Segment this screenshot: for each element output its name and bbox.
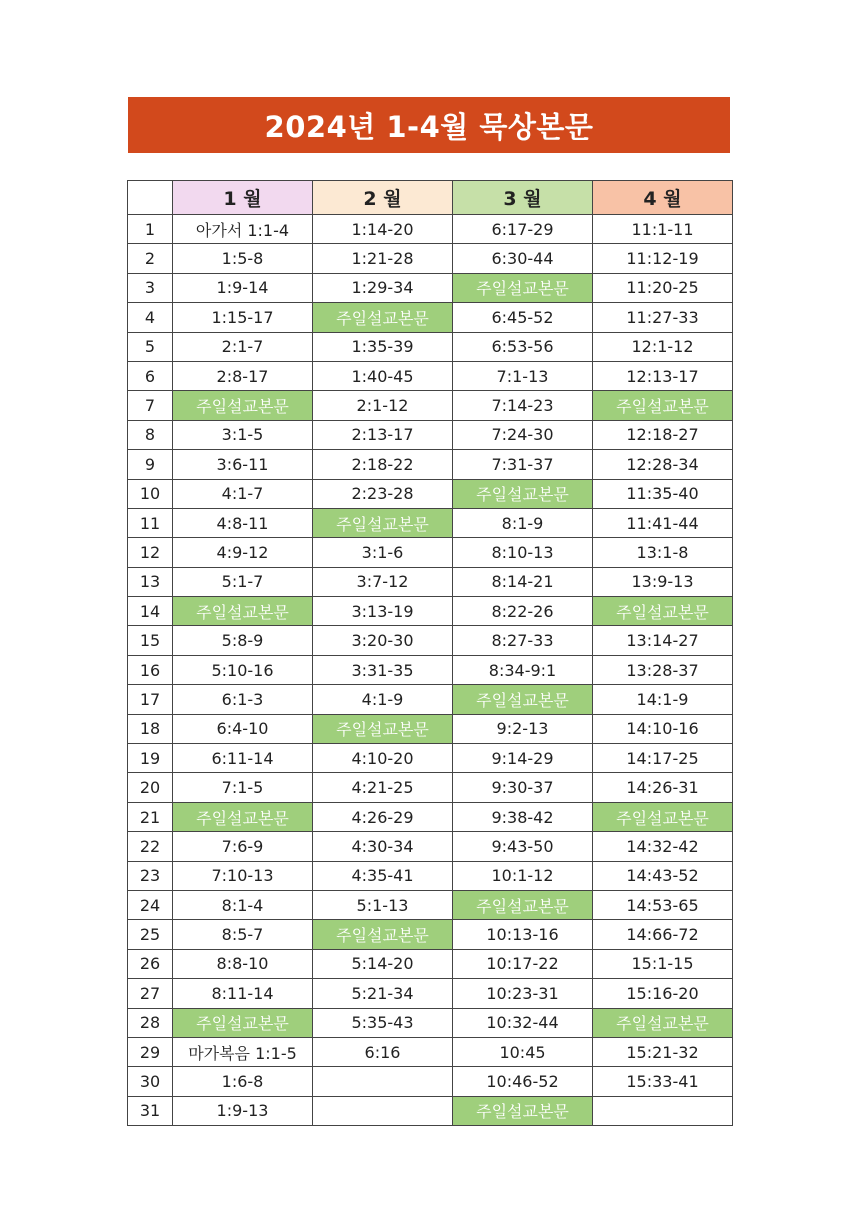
reading-cell-apr: 11:27-33 — [593, 303, 733, 332]
day-number: 18 — [128, 714, 173, 743]
reading-cell-mar: 9:2-13 — [453, 714, 593, 743]
reading-cell-mar: 10:13-16 — [453, 920, 593, 949]
table-row — [128, 949, 733, 978]
reading-cell-feb: 2:1-12 — [313, 391, 453, 420]
reading-cell-apr: 15:1-15 — [593, 949, 733, 978]
reading-cell-apr: 12:1-12 — [593, 332, 733, 361]
reading-cell-apr: 15:16-20 — [593, 979, 733, 1008]
day-number: 5 — [128, 332, 173, 361]
reading-cell-feb: 4:1-9 — [313, 685, 453, 714]
table-row — [128, 450, 733, 479]
reading-cell-apr: 13:14-27 — [593, 626, 733, 655]
day-number: 28 — [128, 1008, 173, 1037]
table-row — [128, 244, 733, 273]
reading-cell-mar: 10:1-12 — [453, 861, 593, 890]
reading-cell-feb: 5:1-13 — [313, 890, 453, 919]
sunday-sermon-cell-apr: 주일설교본문 — [593, 597, 733, 626]
reading-cell-mar: 6:53-56 — [453, 332, 593, 361]
reading-cell-jan: 1:5-8 — [173, 244, 313, 273]
sunday-sermon-cell-mar: 주일설교본문 — [453, 685, 593, 714]
reading-cell-mar: 9:14-29 — [453, 744, 593, 773]
reading-cell-jan: 5:1-7 — [173, 567, 313, 596]
reading-cell-apr: 13:9-13 — [593, 567, 733, 596]
day-number: 4 — [128, 303, 173, 332]
reading-cell-apr: 12:28-34 — [593, 450, 733, 479]
reading-cell-jan: 마가복음 1:1-5 — [173, 1037, 313, 1066]
month-header-feb: 2 월 — [313, 181, 453, 215]
reading-cell-feb: 6:16 — [313, 1037, 453, 1066]
reading-cell-feb: 1:29-34 — [313, 273, 453, 302]
day-number: 13 — [128, 567, 173, 596]
reading-cell-jan: 5:10-16 — [173, 655, 313, 684]
reading-cell-apr: 14:26-31 — [593, 773, 733, 802]
reading-cell-mar: 8:34-9:1 — [453, 655, 593, 684]
table-row — [128, 773, 733, 802]
reading-cell-apr: 11:20-25 — [593, 273, 733, 302]
table-row — [128, 567, 733, 596]
table-row — [128, 685, 733, 714]
day-number: 3 — [128, 273, 173, 302]
month-header-apr: 4 월 — [593, 181, 733, 215]
reading-cell-feb: 4:30-34 — [313, 832, 453, 861]
reading-cell-mar: 8:1-9 — [453, 508, 593, 537]
day-number: 30 — [128, 1067, 173, 1096]
sunday-sermon-cell-jan: 주일설교본문 — [173, 597, 313, 626]
reading-cell-jan: 아가서 1:1-4 — [173, 215, 313, 244]
reading-cell-apr: 14:43-52 — [593, 861, 733, 890]
month-header-jan: 1 월 — [173, 181, 313, 215]
day-number: 29 — [128, 1037, 173, 1066]
table-row — [128, 1008, 733, 1037]
reading-cell-apr: 12:18-27 — [593, 420, 733, 449]
reading-cell-jan: 6:11-14 — [173, 744, 313, 773]
reading-cell-apr: 14:17-25 — [593, 744, 733, 773]
day-number: 12 — [128, 538, 173, 567]
reading-cell-jan: 1:9-13 — [173, 1096, 313, 1125]
reading-cell-mar: 7:24-30 — [453, 420, 593, 449]
table-row — [128, 1037, 733, 1066]
day-number: 16 — [128, 655, 173, 684]
reading-cell-mar: 7:1-13 — [453, 361, 593, 390]
reading-cell-mar: 10:32-44 — [453, 1008, 593, 1037]
reading-cell-apr: 13:1-8 — [593, 538, 733, 567]
sunday-sermon-cell-feb: 주일설교본문 — [313, 303, 453, 332]
day-number: 11 — [128, 508, 173, 537]
reading-cell-mar: 9:38-42 — [453, 802, 593, 831]
reading-cell-mar: 8:27-33 — [453, 626, 593, 655]
reading-cell-apr: 11:41-44 — [593, 508, 733, 537]
reading-cell-mar: 10:45 — [453, 1037, 593, 1066]
day-number: 25 — [128, 920, 173, 949]
reading-cell-mar: 8:10-13 — [453, 538, 593, 567]
sunday-sermon-cell-mar: 주일설교본문 — [453, 479, 593, 508]
day-number: 21 — [128, 802, 173, 831]
table-row — [128, 655, 733, 684]
reading-cell-jan: 2:1-7 — [173, 332, 313, 361]
reading-cell-mar: 8:22-26 — [453, 597, 593, 626]
reading-cell-mar: 7:14-23 — [453, 391, 593, 420]
reading-cell-jan: 6:4-10 — [173, 714, 313, 743]
table-row — [128, 597, 733, 626]
reading-cell-jan: 3:6-11 — [173, 450, 313, 479]
day-number: 31 — [128, 1096, 173, 1125]
reading-cell-apr: 12:13-17 — [593, 361, 733, 390]
day-number: 2 — [128, 244, 173, 273]
reading-cell-mar: 6:30-44 — [453, 244, 593, 273]
reading-cell-jan: 5:8-9 — [173, 626, 313, 655]
reading-cell-feb: 1:40-45 — [313, 361, 453, 390]
table-row — [128, 332, 733, 361]
reading-cell-jan: 6:1-3 — [173, 685, 313, 714]
reading-cell-jan: 7:10-13 — [173, 861, 313, 890]
sunday-sermon-cell-mar: 주일설교본문 — [453, 273, 593, 302]
day-number: 7 — [128, 391, 173, 420]
empty-cell — [313, 1067, 453, 1096]
table-row — [128, 979, 733, 1008]
table-row — [128, 832, 733, 861]
table-row — [128, 861, 733, 890]
table-row — [128, 361, 733, 390]
reading-cell-mar: 9:43-50 — [453, 832, 593, 861]
reading-cell-jan: 8:1-4 — [173, 890, 313, 919]
table-row — [128, 1096, 733, 1125]
day-number: 27 — [128, 979, 173, 1008]
reading-cell-mar: 10:46-52 — [453, 1067, 593, 1096]
reading-cell-jan: 2:8-17 — [173, 361, 313, 390]
table-row — [128, 420, 733, 449]
reading-cell-mar: 6:45-52 — [453, 303, 593, 332]
table-row — [128, 626, 733, 655]
table-row — [128, 538, 733, 567]
reading-cell-mar: 10:23-31 — [453, 979, 593, 1008]
table-row — [128, 215, 733, 244]
day-number: 23 — [128, 861, 173, 890]
reading-cell-mar: 10:17-22 — [453, 949, 593, 978]
reading-cell-feb: 5:21-34 — [313, 979, 453, 1008]
reading-cell-jan: 4:8-11 — [173, 508, 313, 537]
reading-cell-apr: 14:10-16 — [593, 714, 733, 743]
table-row — [128, 802, 733, 831]
table-row — [128, 391, 733, 420]
table-row — [128, 273, 733, 302]
reading-plan-table — [127, 180, 733, 1126]
day-number: 15 — [128, 626, 173, 655]
sunday-sermon-cell-jan: 주일설교본문 — [173, 391, 313, 420]
corner-cell — [128, 181, 173, 215]
reading-cell-feb: 5:35-43 — [313, 1008, 453, 1037]
reading-cell-apr: 13:28-37 — [593, 655, 733, 684]
table-row — [128, 479, 733, 508]
reading-cell-feb: 1:14-20 — [313, 215, 453, 244]
reading-cell-jan: 4:9-12 — [173, 538, 313, 567]
page-title: 2024년 1-4월 묵상본문 — [128, 97, 730, 153]
day-number: 19 — [128, 744, 173, 773]
reading-cell-jan: 1:9-14 — [173, 273, 313, 302]
sunday-sermon-cell-feb: 주일설교본문 — [313, 714, 453, 743]
reading-cell-apr: 14:32-42 — [593, 832, 733, 861]
sunday-sermon-cell-apr: 주일설교본문 — [593, 1008, 733, 1037]
reading-cell-feb: 3:20-30 — [313, 626, 453, 655]
month-header-mar: 3 월 — [453, 181, 593, 215]
reading-cell-apr: 15:21-32 — [593, 1037, 733, 1066]
table-row — [128, 744, 733, 773]
reading-cell-mar: 9:30-37 — [453, 773, 593, 802]
reading-cell-feb: 2:18-22 — [313, 450, 453, 479]
empty-cell — [593, 1096, 733, 1125]
day-number: 20 — [128, 773, 173, 802]
empty-cell — [313, 1096, 453, 1125]
sunday-sermon-cell-feb: 주일설교본문 — [313, 920, 453, 949]
reading-cell-mar: 6:17-29 — [453, 215, 593, 244]
reading-cell-feb: 3:13-19 — [313, 597, 453, 626]
reading-cell-apr: 11:12-19 — [593, 244, 733, 273]
reading-cell-jan: 7:6-9 — [173, 832, 313, 861]
reading-cell-apr: 14:66-72 — [593, 920, 733, 949]
reading-cell-jan: 3:1-5 — [173, 420, 313, 449]
reading-cell-feb: 1:35-39 — [313, 332, 453, 361]
reading-cell-jan: 8:8-10 — [173, 949, 313, 978]
sunday-sermon-cell-jan: 주일설교본문 — [173, 802, 313, 831]
reading-cell-feb: 4:26-29 — [313, 802, 453, 831]
day-number: 14 — [128, 597, 173, 626]
reading-cell-apr: 15:33-41 — [593, 1067, 733, 1096]
day-number: 8 — [128, 420, 173, 449]
reading-cell-feb: 4:35-41 — [313, 861, 453, 890]
sunday-sermon-cell-mar: 주일설교본문 — [453, 1096, 593, 1125]
sunday-sermon-cell-mar: 주일설교본문 — [453, 890, 593, 919]
reading-cell-feb: 3:31-35 — [313, 655, 453, 684]
day-number: 22 — [128, 832, 173, 861]
reading-cell-jan: 8:5-7 — [173, 920, 313, 949]
reading-cell-feb: 4:21-25 — [313, 773, 453, 802]
reading-cell-apr: 11:35-40 — [593, 479, 733, 508]
reading-cell-jan: 7:1-5 — [173, 773, 313, 802]
table-row — [128, 920, 733, 949]
sunday-sermon-cell-feb: 주일설교본문 — [313, 508, 453, 537]
reading-cell-feb: 5:14-20 — [313, 949, 453, 978]
month-header-row — [128, 181, 733, 215]
reading-cell-apr: 11:1-11 — [593, 215, 733, 244]
day-number: 17 — [128, 685, 173, 714]
reading-cell-jan: 8:11-14 — [173, 979, 313, 1008]
table-row — [128, 714, 733, 743]
reading-cell-apr: 14:53-65 — [593, 890, 733, 919]
reading-cell-apr: 14:1-9 — [593, 685, 733, 714]
reading-cell-feb: 2:23-28 — [313, 479, 453, 508]
day-number: 1 — [128, 215, 173, 244]
reading-cell-feb: 2:13-17 — [313, 420, 453, 449]
reading-cell-mar: 8:14-21 — [453, 567, 593, 596]
day-number: 10 — [128, 479, 173, 508]
reading-cell-jan: 1:15-17 — [173, 303, 313, 332]
table-row — [128, 890, 733, 919]
table-row — [128, 303, 733, 332]
reading-cell-feb: 3:1-6 — [313, 538, 453, 567]
reading-cell-feb: 4:10-20 — [313, 744, 453, 773]
reading-cell-jan: 4:1-7 — [173, 479, 313, 508]
table-row — [128, 508, 733, 537]
reading-cell-feb: 1:21-28 — [313, 244, 453, 273]
sunday-sermon-cell-jan: 주일설교본문 — [173, 1008, 313, 1037]
reading-cell-mar: 7:31-37 — [453, 450, 593, 479]
reading-cell-jan: 1:6-8 — [173, 1067, 313, 1096]
day-number: 24 — [128, 890, 173, 919]
sunday-sermon-cell-apr: 주일설교본문 — [593, 391, 733, 420]
day-number: 6 — [128, 361, 173, 390]
reading-cell-feb: 3:7-12 — [313, 567, 453, 596]
table-row — [128, 1067, 733, 1096]
day-number: 9 — [128, 450, 173, 479]
day-number: 26 — [128, 949, 173, 978]
sunday-sermon-cell-apr: 주일설교본문 — [593, 802, 733, 831]
